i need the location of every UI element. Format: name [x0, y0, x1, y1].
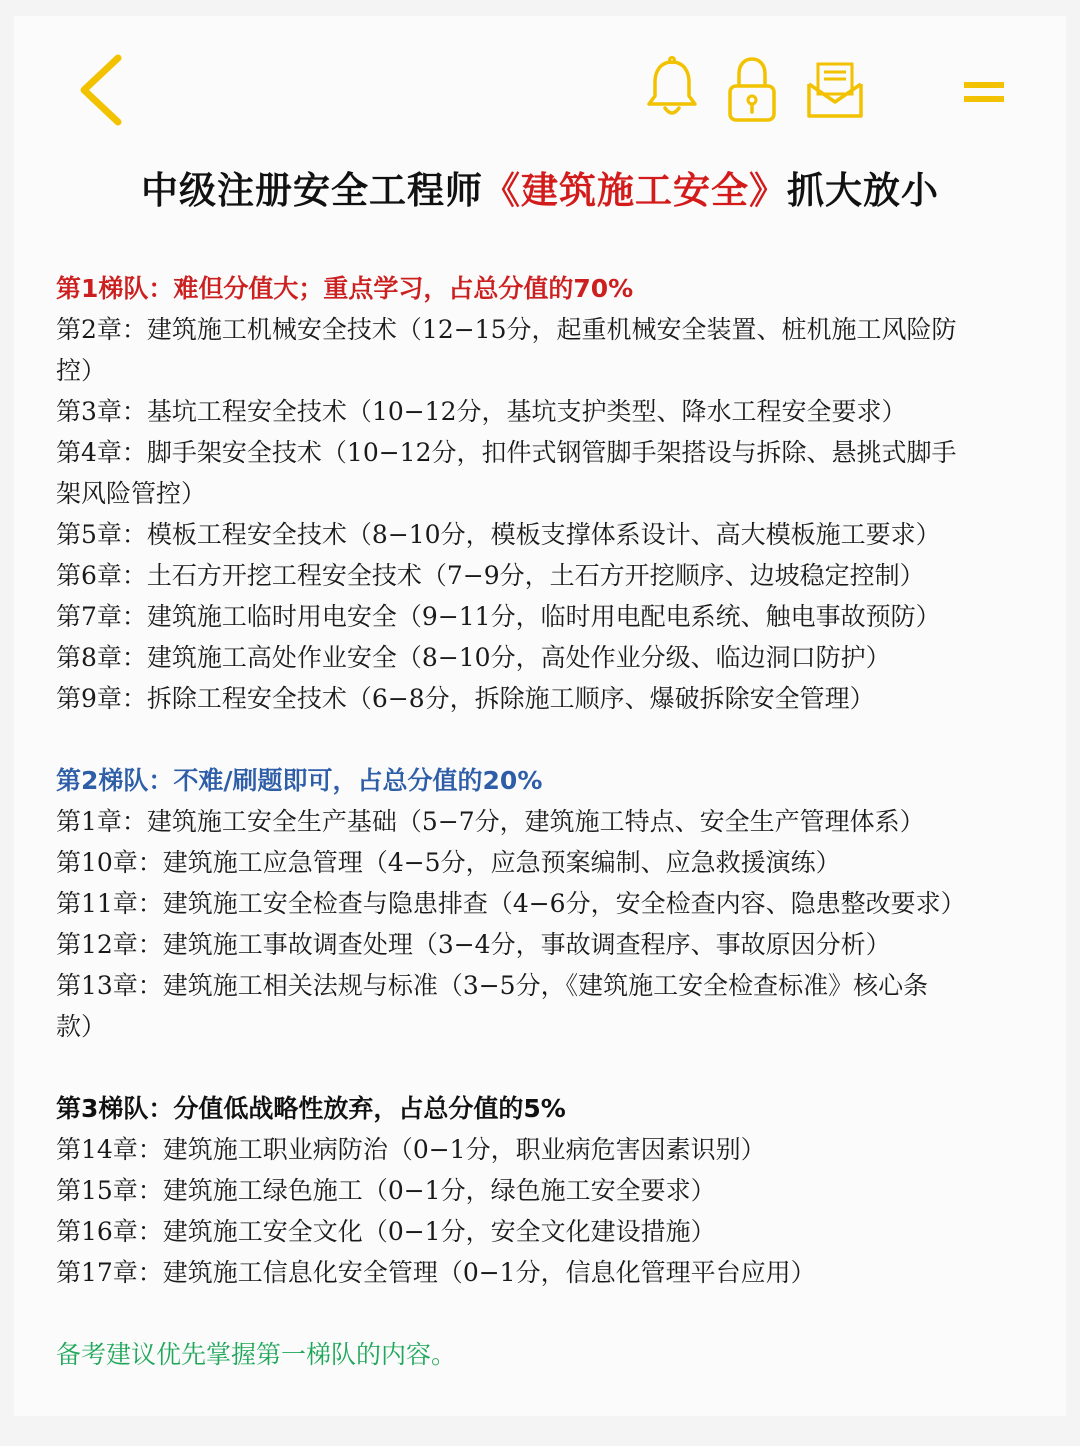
tier-1-heading: 第1梯队：难但分值大；重点学习，占总分值的70% — [56, 274, 634, 303]
chapter-line: 第7章：建筑施工临时用电安全（9−11分，临时用电配电系统、触电事故预防） — [56, 602, 941, 631]
top-toolbar — [14, 16, 1066, 156]
chapter-line: 控） — [56, 356, 107, 385]
study-advice: 备考建议优先掌握第一梯队的内容。 — [56, 1340, 457, 1369]
tier-3-heading: 第3梯队：分值低战略性放弃，占总分值的5% — [56, 1094, 566, 1123]
bell-icon[interactable] — [644, 56, 700, 120]
chapter-line: 第2章：建筑施工机械安全技术（12−15分，起重机械安全装置、桩机施工风险防 — [56, 315, 957, 344]
content — [56, 268, 1026, 1375]
tier-3-section — [56, 1088, 1026, 1293]
chapter-line: 第1章：建筑施工安全生产基础（5−7分，建筑施工特点、安全生产管理体系） — [56, 807, 925, 836]
lock-icon[interactable] — [724, 56, 780, 124]
chapter-line: 第8章：建筑施工高处作业安全（8−10分，高处作业分级、临边洞口防护） — [56, 643, 891, 672]
chapter-line: 第12章：建筑施工事故调查处理（3−4分，事故调查程序、事故原因分析） — [56, 930, 891, 959]
page-title — [14, 166, 1066, 216]
chapter-line: 第17章：建筑施工信息化安全管理（0−1分，信息化管理平台应用） — [56, 1258, 816, 1287]
menu-icon[interactable] — [962, 80, 1006, 104]
tier-1-section — [56, 268, 1026, 719]
chapter-line: 第4章：脚手架安全技术（10−12分，扣件式钢管脚手架搭设与拆除、悬挑式脚手 — [56, 438, 957, 467]
chapter-line: 第10章：建筑施工应急管理（4−5分，应急预案编制、应急救援演练） — [56, 848, 841, 877]
title-prefix: 中级注册安全工程师 — [141, 169, 483, 212]
chapter-line: 第15章：建筑施工绿色施工（0−1分，绿色施工安全要求） — [56, 1176, 716, 1205]
mail-icon[interactable] — [806, 60, 864, 120]
chapter-line: 第11章：建筑施工安全检查与隐患排查（4−6分，安全检查内容、隐患整改要求） — [56, 889, 966, 918]
chapter-line: 款） — [56, 1012, 107, 1041]
chevron-left-icon[interactable] — [76, 52, 126, 128]
tier-2-heading: 第2梯队：不难/刷题即可，占总分值的20% — [56, 766, 543, 795]
tier-2-section — [56, 760, 1026, 1047]
chapter-line: 第9章：拆除工程安全技术（6−8分，拆除施工顺序、爆破拆除安全管理） — [56, 684, 875, 713]
chapter-line: 第5章：模板工程安全技术（8−10分，模板支撑体系设计、高大模板施工要求） — [56, 520, 941, 549]
chapter-line: 第3章：基坑工程安全技术（10−12分，基坑支护类型、降水工程安全要求） — [56, 397, 907, 426]
chapter-line: 第13章：建筑施工相关法规与标准（3−5分，《建筑施工安全检查标准》核心条 — [56, 971, 929, 1000]
chapter-line: 第6章：土石方开挖工程安全技术（7−9分，土石方开挖顺序、边坡稳定控制） — [56, 561, 925, 590]
chapter-line: 第16章：建筑施工安全文化（0−1分，安全文化建设措施） — [56, 1217, 716, 1246]
chapter-line: 第14章：建筑施工职业病防治（0−1分，职业病危害因素识别） — [56, 1135, 766, 1164]
title-suffix: 抓大放小 — [787, 169, 939, 212]
title-highlight: 《建筑施工安全》 — [483, 169, 787, 212]
chapter-line: 架风险管控） — [56, 479, 207, 508]
page — [14, 16, 1066, 1416]
